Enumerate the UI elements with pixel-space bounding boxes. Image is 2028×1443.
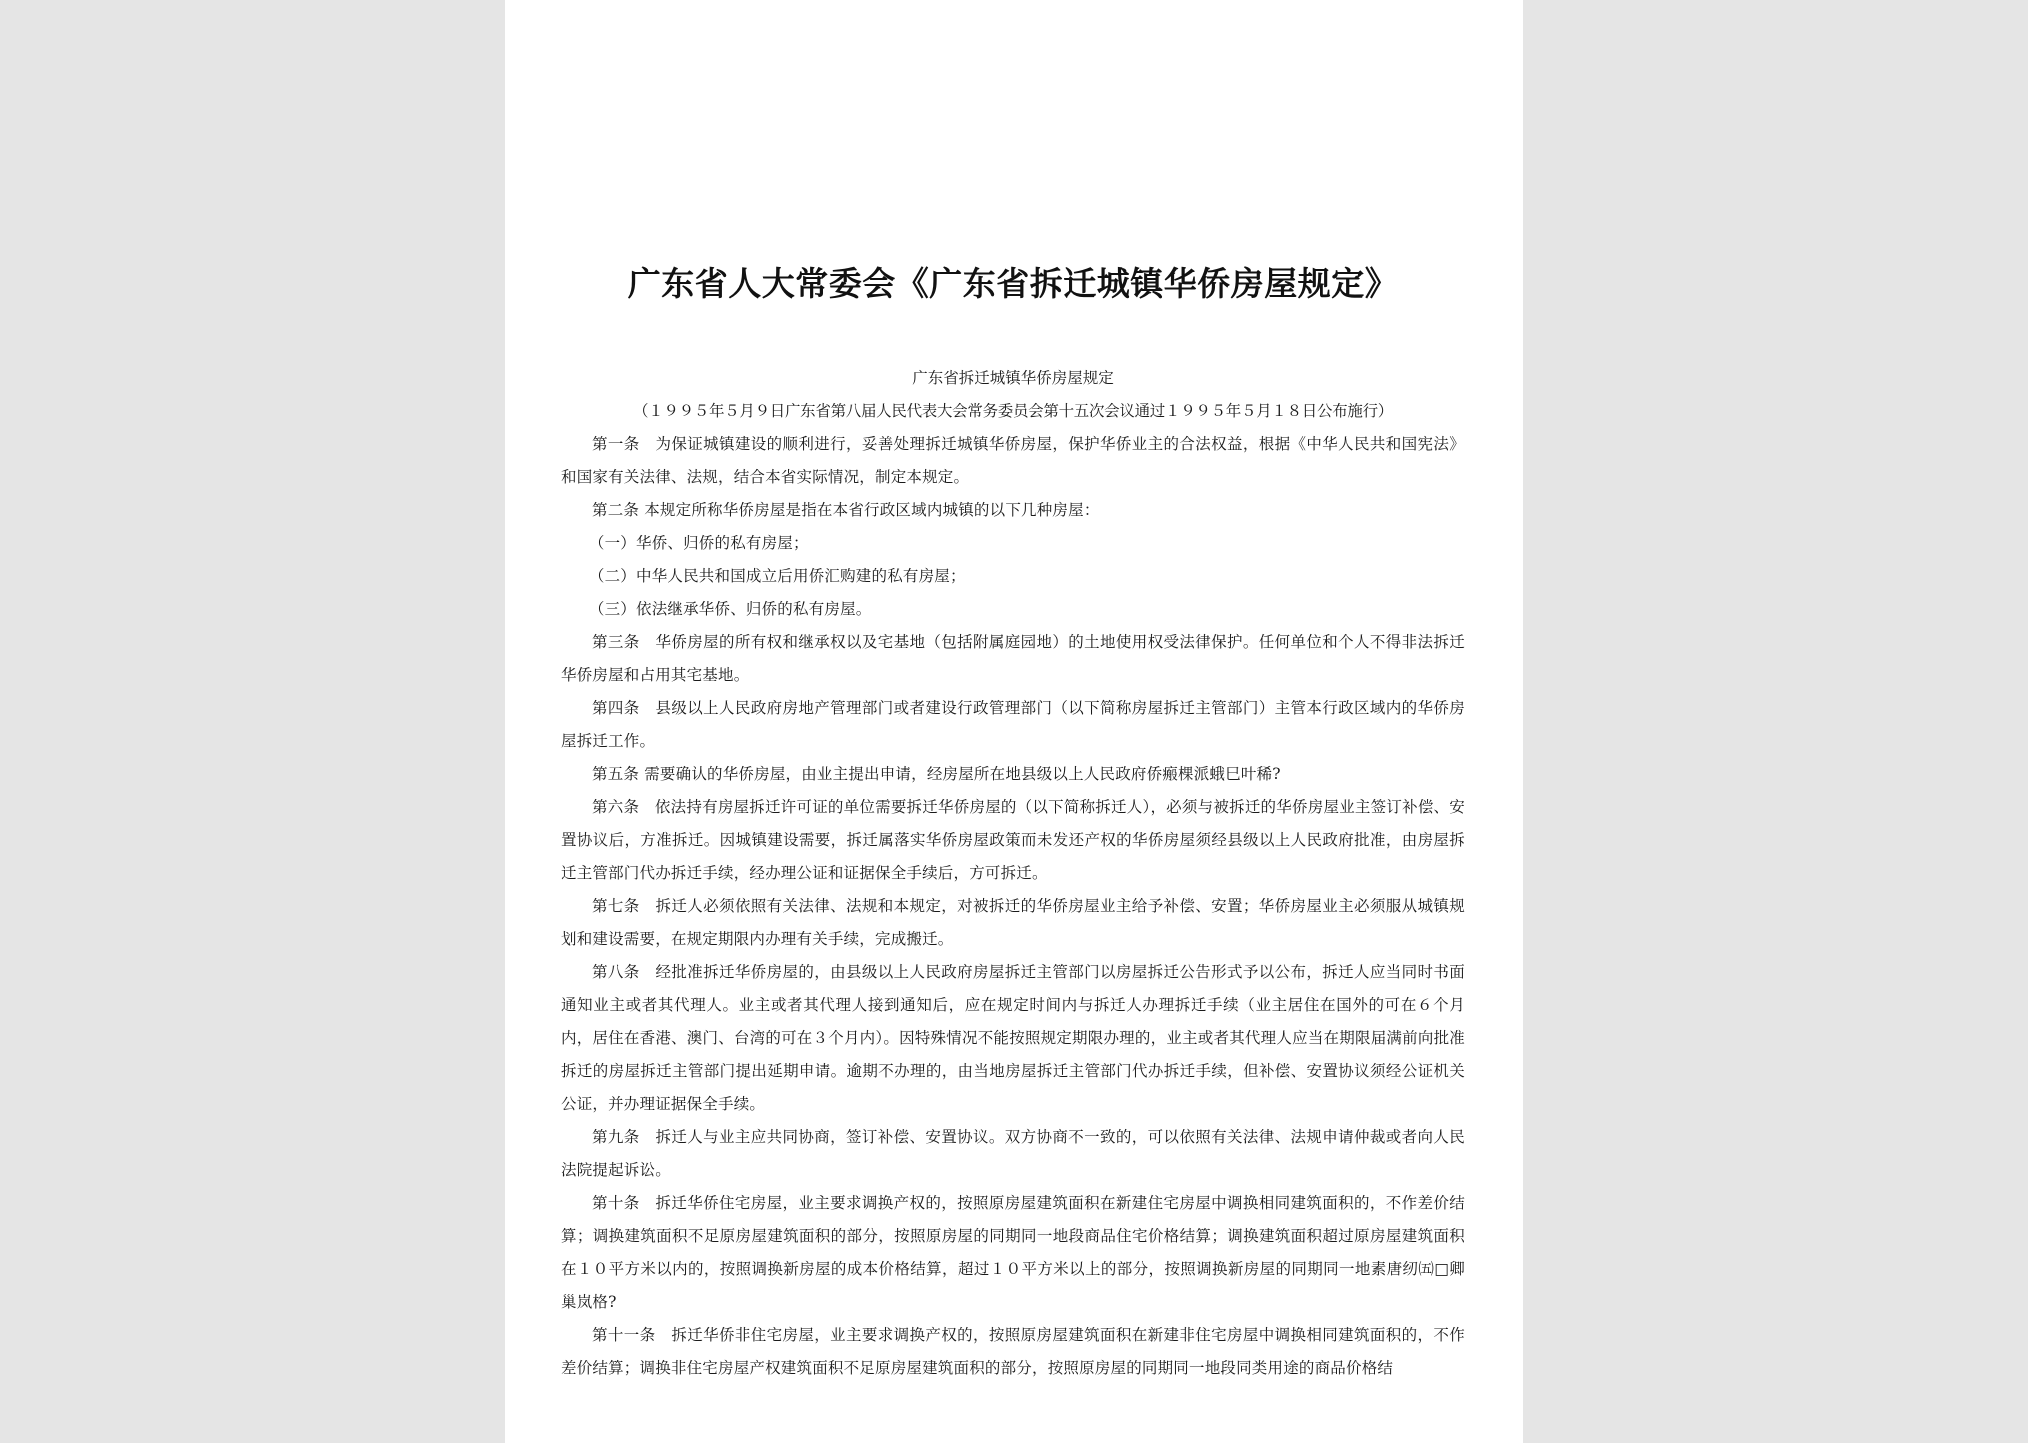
article-3: 第三条 华侨房屋的所有权和继承权以及宅基地（包括附属庭园地）的土地使用权受法律保护。任何单位和个人不得非法拆迁华侨房屋和占用其宅基地。 [561,633,1465,684]
article-8: 第八条 经批准拆迁华侨房屋的，由县级以上人民政府房屋拆迁主管部门以房屋拆迁公告形式予以公布，拆迁人应当同时书面通知业主或者其代理人。业主或者其代理人接到通知后，应在规定时间内与拆迁人办理拆迁手续（业主居住在国外的可在６个月内，居住在香港、澳门、台湾的可在３个月内）。因特殊情况不能按照规定期限办理的，业主或者其代理人应当在期限届满前向批准拆迁的房屋拆迁主管部门提出延期申请。逾期不办理的，由当地房屋拆迁主管部门代办拆迁手续，但补偿、安置协议须经公证机关公证，并办理证据保全手续。 [561,963,1465,1113]
article-1: 第一条 为保证城镇建设的顺利进行，妥善处理拆迁城镇华侨房屋，保护华侨业主的合法权益，根据《中华人民共和国宪法》和国家有关法律、法规，结合本省实际情况，制定本规定。 [561,435,1465,486]
article-4: 第四条 县级以上人民政府房地产管理部门或者建设行政管理部门（以下简称房屋拆迁主管部门）主管本行政区域内的华侨房屋拆迁工作。 [561,699,1465,750]
article-2-item-2: （二）中华人民共和国成立后用侨汇购建的私有房屋； [588,567,966,585]
article-10: 第十条 拆迁华侨住宅房屋，业主要求调换产权的，按照原房屋建筑面积在新建住宅房屋中调换相同建筑面积的，不作差价结算；调换建筑面积不足原房屋建筑面积的部分，按照原房屋的同期同一地段商品住宅价格结算；调换建筑面积超过原房屋建筑面积在１０平方米以内的，按照调换新房屋的成本价格结算，超过１０平方米以上的部分，按照调换新房屋的同期同一地素唐纫㈤□卿巢岚格? [561,1194,1465,1311]
article-2-item-1: （一）华侨、归侨的私有房屋； [588,534,809,552]
article-11: 第十一条 拆迁华侨非住宅房屋，业主要求调换产权的，按照原房屋建筑面积在新建非住宅房屋中调换相同建筑面积的，不作差价结算；调换非住宅房屋产权建筑面积不足原房屋建筑面积的部分，按照原房屋的同期同一地段同类用途的商品价格结 [561,1326,1465,1377]
document-page [505,0,1523,1443]
article-5: 第五条 需要确认的华侨房屋，由业主提出申请，经房屋所在地县级以上人民政府侨瘢棵派蛾巳叶稀? [592,765,1281,783]
enactment-note: （１９９５年５月９日广东省第八届人民代表大会常务委员会第十五次会议通过１９９５年５月１８日公布施行） [632,402,1393,420]
article-2-item-3: （三）依法继承华侨、归侨的私有房屋。 [588,600,872,618]
article-6: 第六条 依法持有房屋拆迁许可证的单位需要拆迁华侨房屋的（以下简称拆迁人），必须与被拆迁的华侨房屋业主签订补偿、安置协议后，方准拆迁。因城镇建设需要，拆迁属落实华侨房屋政策而未发还产权的华侨房屋须经县级以上人民政府批准，由房屋拆迁主管部门代办拆迁手续，经办理公证和证据保全手续后，方可拆迁。 [561,798,1465,882]
regulation-title: 广东省拆迁城镇华侨房屋规定 [912,369,1114,387]
article-7: 第七条 拆迁人必须依照有关法律、法规和本规定，对被拆迁的华侨房屋业主给予补偿、安置；华侨房屋业主必须服从城镇规划和建设需要，在规定期限内办理有关手续，完成搬迁。 [561,897,1465,948]
article-2: 第二条 本规定所称华侨房屋是指在本省行政区域内城镇的以下几种房屋： [592,501,1100,519]
document-heading: 广东省人大常委会《广东省拆迁城镇华侨房屋规定》 [627,264,1399,303]
article-9: 第九条 拆迁人与业主应共同协商，签订补偿、安置协议。双方协商不一致的，可以依照有关法律、法规申请仲裁或者向人民法院提起诉讼。 [561,1128,1465,1179]
